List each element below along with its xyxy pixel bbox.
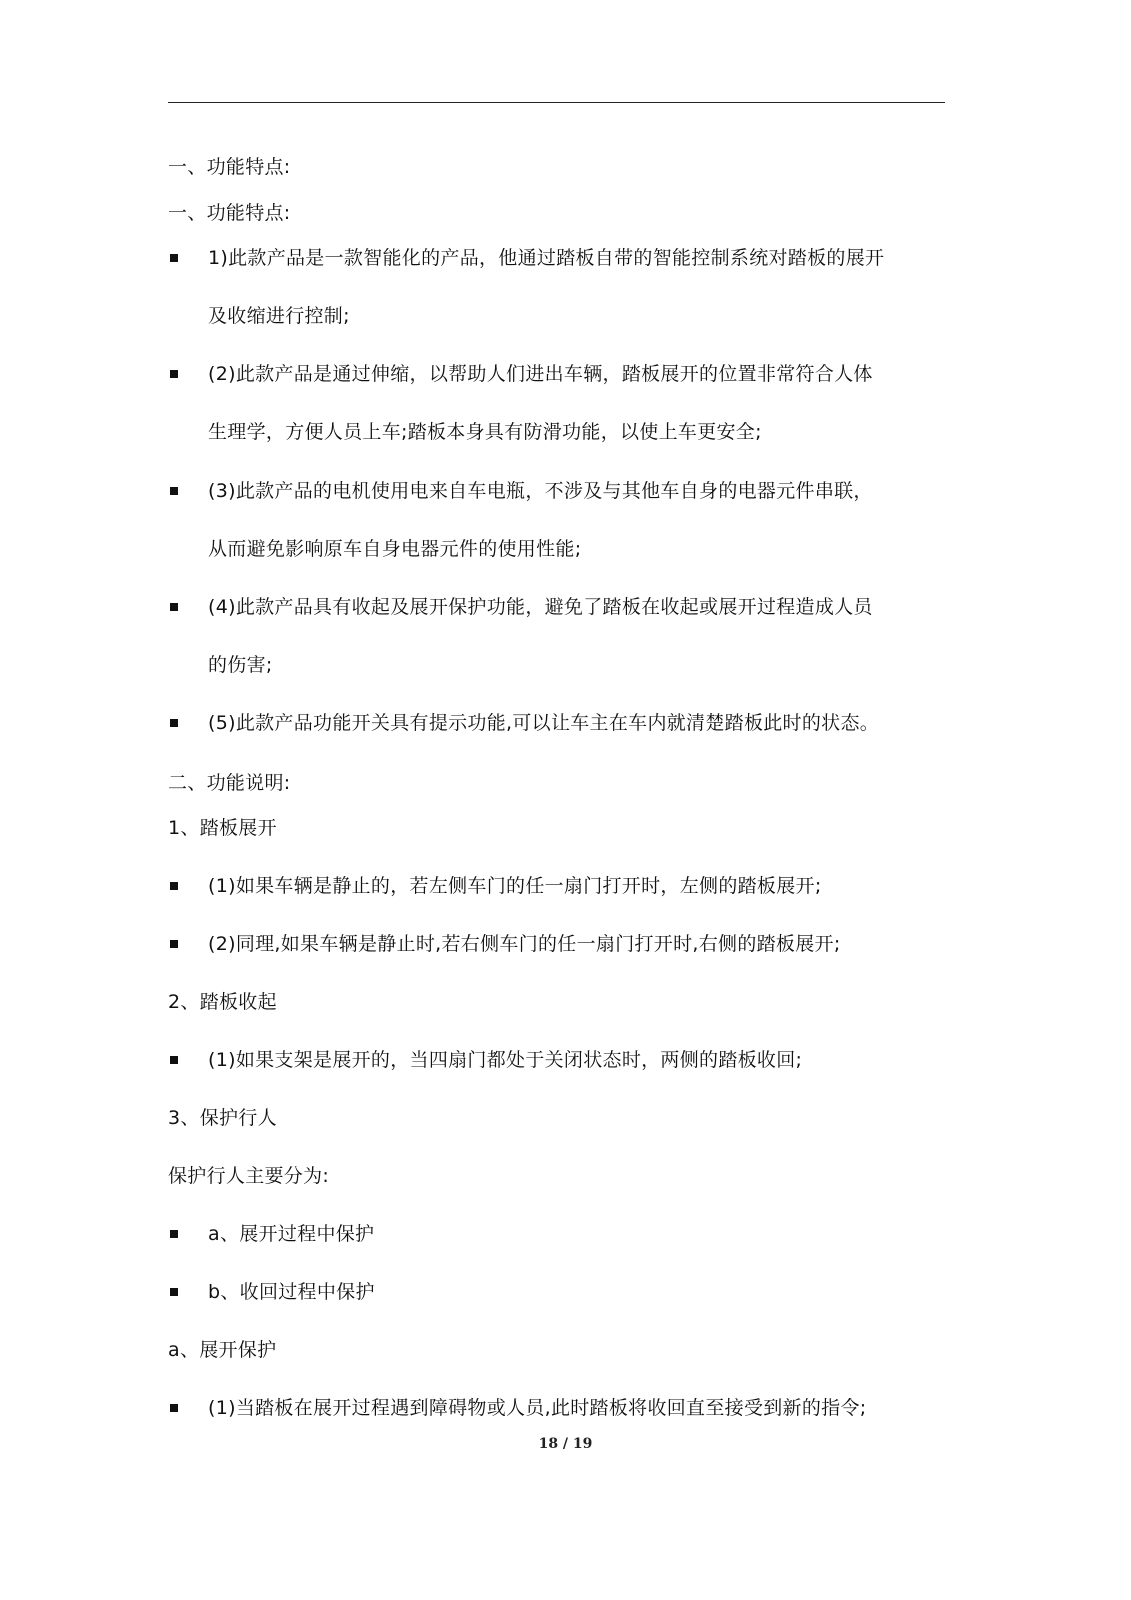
header-rule (168, 102, 945, 103)
page-number: 18 / 19 (538, 1436, 593, 1452)
deploy-protection-item-1-text: (1)当踏板在展开过程遇到障碍物或人员,此时踏板将收回直至接受到新的指令; (208, 1397, 867, 1419)
subsection-title-protect: 3、保护行人 (168, 1107, 277, 1129)
feature-item-2-line2: 生理学，方便人员上车;踏板本身具有防滑功能，以使上车更安全; (208, 421, 762, 443)
protect-item-b-text: b、收回过程中保护 (208, 1281, 375, 1303)
subsection-title-retract: 2、踏板收起 (168, 991, 277, 1013)
bullet-square-icon (170, 603, 178, 611)
protect-intro: 保护行人主要分为: (168, 1165, 330, 1187)
feature-item-3-line2: 从而避免影响原车自身电器元件的使用性能; (208, 538, 582, 560)
bullet-square-icon (170, 1288, 178, 1296)
section-heading-description: 二、功能说明: (168, 772, 291, 794)
bullet-square-icon (170, 882, 178, 890)
feature-item-1-line1: 1)此款产品是一款智能化的产品，他通过踏板自带的智能控制系统对踏板的展开 (208, 247, 885, 269)
subsection-title-deploy-protection: a、展开保护 (168, 1339, 277, 1361)
bullet-square-icon (170, 1404, 178, 1412)
feature-item-4-line2: 的伤害; (208, 654, 273, 676)
subsection-title-deploy: 1、踏板展开 (168, 817, 277, 839)
bullet-square-icon (170, 254, 178, 262)
bullet-square-icon (170, 940, 178, 948)
bullet-square-icon (170, 487, 178, 495)
feature-item-5-line1: (5)此款产品功能开关具有提示功能,可以让车主在车内就清楚踏板此时的状态。 (208, 712, 880, 734)
bullet-square-icon (170, 719, 178, 727)
feature-item-2-line1: (2)此款产品是通过伸缩，以帮助人们进出车辆，踏板展开的位置非常符合人体 (208, 363, 873, 385)
deploy-item-2-text: (2)同理,如果车辆是静止时,若右侧车门的任一扇门打开时,右侧的踏板展开; (208, 933, 841, 955)
feature-item-3-line1: (3)此款产品的电机使用电来自车电瓶，不涉及与其他车自身的电器元件串联， (208, 480, 873, 502)
protect-item-a-text: a、展开过程中保护 (208, 1223, 375, 1245)
feature-item-4-line1: (4)此款产品具有收起及展开保护功能，避免了踏板在收起或展开过程造成人员 (208, 596, 873, 618)
bullet-square-icon (170, 1230, 178, 1238)
feature-item-1-line2: 及收缩进行控制; (208, 305, 350, 327)
bullet-square-icon (170, 1056, 178, 1064)
deploy-item-1-text: (1)如果车辆是静止的，若左侧车门的任一扇门打开时，左侧的踏板展开; (208, 875, 822, 897)
bullet-square-icon (170, 370, 178, 378)
retract-item-1-text: (1)如果支架是展开的，当四扇门都处于关闭状态时，两侧的踏板收回; (208, 1049, 803, 1071)
section-heading-features-repeat: 一、功能特点: (168, 202, 291, 224)
section-heading-features: 一、功能特点: (168, 156, 291, 178)
